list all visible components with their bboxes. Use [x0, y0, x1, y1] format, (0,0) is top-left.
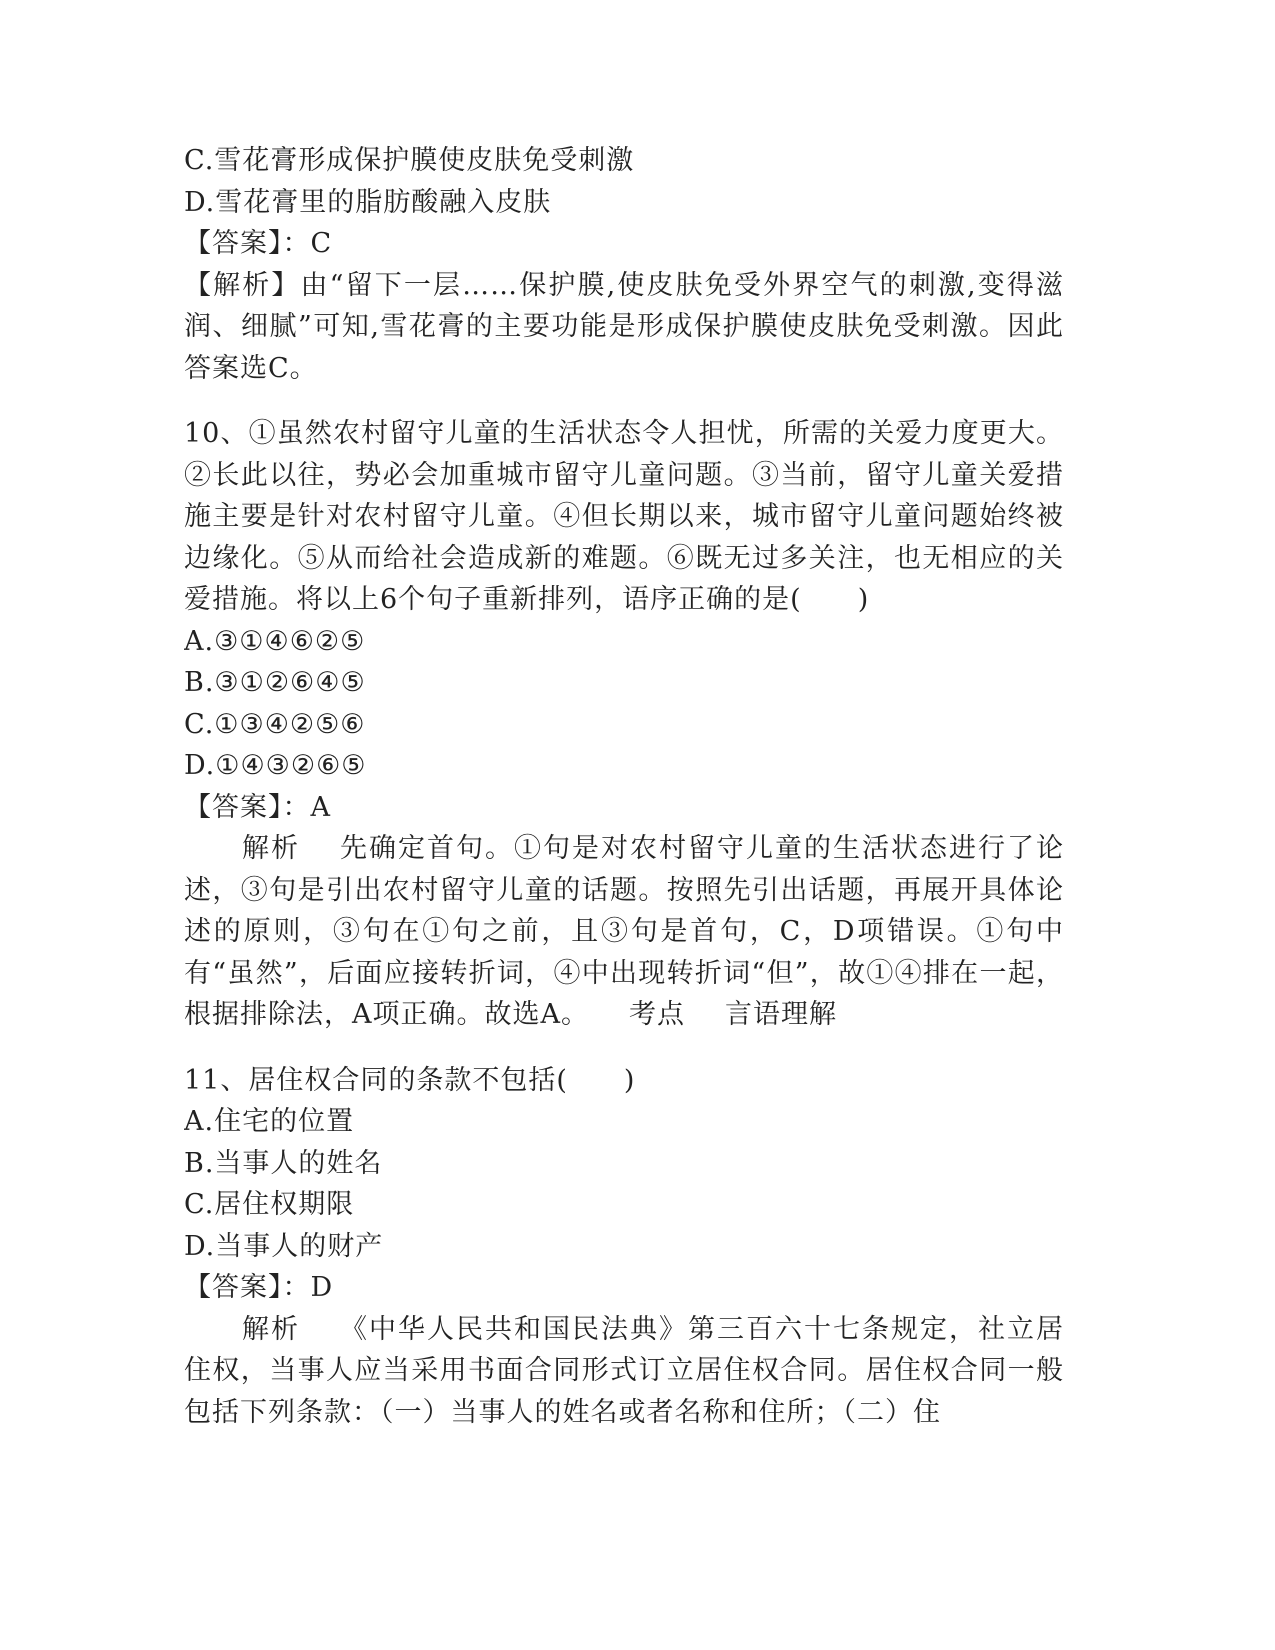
answer: 【答案】：A: [184, 791, 331, 823]
analysis-block: [184, 1309, 1064, 1434]
option-c: C.居住权期限: [184, 1189, 355, 1220]
analysis-block: [184, 828, 1064, 1036]
analysis-text: 《中华人民共和国民法典》第三百六十七条规定，社立居住权，当事人应当采用书面合同形式订立居住权合同。居住权合同一般包括下列条款：（一）当事人的姓名或者名称和住所；（二）住: [184, 1313, 1064, 1428]
answer: 【答案】：C: [184, 228, 333, 259]
question-11: [184, 1060, 1064, 1434]
document-page: [184, 140, 1064, 1433]
option-b: B.当事人的姓名: [184, 1147, 383, 1179]
option-a: A.③①④⑥②⑤: [184, 625, 366, 657]
option-c: C.雪花膏形成保护膜使皮肤免受刺激: [184, 145, 635, 176]
option-d: D.雪花膏里的脂肪酸融入皮肤: [184, 186, 552, 218]
analysis-label: 解析: [242, 833, 300, 864]
question-9-tail: [184, 140, 1064, 389]
question-stem: 11、居住权合同的条款不包括( ): [184, 1064, 636, 1096]
option-d: D.①④③②⑥⑤: [184, 750, 367, 781]
option-a: A.住宅的位置: [184, 1106, 355, 1137]
option-d: D.当事人的财产: [184, 1230, 384, 1262]
question-10: [184, 413, 1064, 1036]
analysis: 【解析】由“留下一层……保护膜,使皮肤免受外界空气的刺激,变得滋润、细腻”可知,雪花膏的主要功能是形成保护膜使皮肤免受刺激。因此答案选C。: [184, 269, 1064, 384]
analysis-text: 先确定首句。①句是对农村留守儿童的生活状态进行了论述，③句是引出农村留守儿童的话题。按照先引出话题，再展开具体论述的原则，③句在①句之前，且③句是首句，C，D项错误。①句中有“虽然”，后面应接转折词，④中出现转折词“但”，故①④排在一起，根据排除法，A项正确。故选A。: [184, 833, 1064, 1030]
answer: 【答案】：D: [184, 1272, 334, 1303]
option-c: C.①③④②⑤⑥: [184, 708, 366, 740]
question-stem: 10、①虽然农村留守儿童的生活状态令人担忧，所需的关爱力度更大。②长此以往，势必会加重城市留守儿童问题。③当前，留守儿童关爱措施主要是针对农村留守儿童。④但长期以来，城市留守儿童问题始终被边缘化。⑤从而给社会造成新的难题。⑥既无过多关注，也无相应的关爱措施。将以上6个句子重新排列，语序正确的是( ): [184, 418, 1064, 615]
topic-label: 考点: [629, 999, 685, 1030]
option-b: B.③①②⑥④⑤: [184, 667, 366, 698]
topic-text: 言语理解: [725, 999, 837, 1030]
analysis-label: 解析: [242, 1313, 300, 1345]
